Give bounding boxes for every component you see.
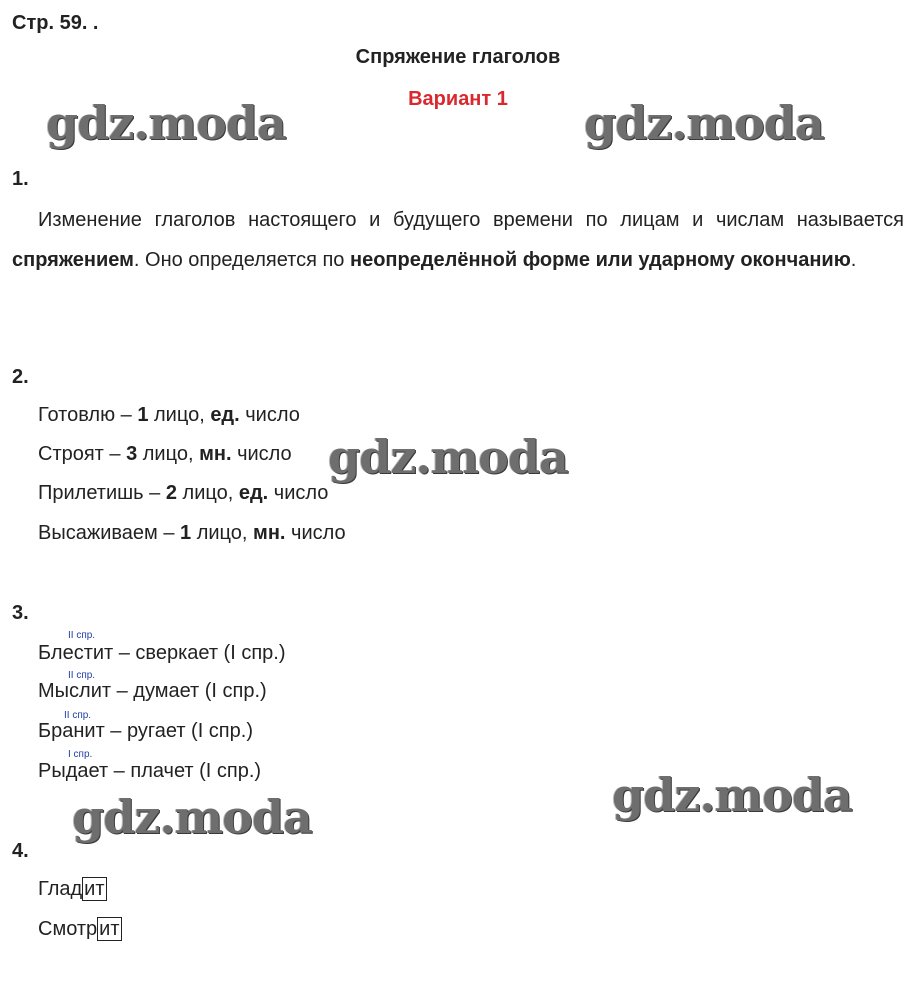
- number-label: число: [285, 522, 346, 544]
- task2-line: [38, 404, 300, 427]
- task2-line: [38, 443, 292, 466]
- person-value: 3: [126, 443, 138, 465]
- task-number: 3.: [12, 602, 29, 624]
- page-title: Спряжение глаголов: [355, 46, 561, 68]
- number-value: мн.: [253, 522, 286, 544]
- task1-paragraph: [12, 200, 904, 280]
- verb: Готовлю –: [38, 404, 138, 426]
- verb: Прилетишь –: [38, 482, 166, 504]
- watermark-logo: gdz.moda: [584, 96, 824, 150]
- task3-line: Рыдает – плачет (I спр.): [38, 760, 262, 782]
- task1-term: спряжением: [12, 249, 134, 271]
- number-value: ед.: [210, 404, 240, 426]
- number-label: число: [239, 404, 300, 426]
- person-label: лицо,: [191, 522, 254, 544]
- watermark-logo: gdz.moda: [46, 96, 286, 150]
- verb: Высаживаем –: [38, 522, 181, 544]
- verb: Строят –: [38, 443, 127, 465]
- task-number: 4.: [12, 840, 29, 862]
- page-number: Стр. 59. .: [12, 12, 99, 34]
- task3-line: Бранит – ругает (I спр.): [38, 720, 253, 742]
- watermark-logo: gdz.moda: [328, 430, 568, 484]
- conjugation-note: II спр.: [68, 630, 96, 641]
- task2-line: [38, 522, 346, 545]
- task2-line: [38, 482, 328, 505]
- conjugation-note: I спр.: [68, 749, 93, 760]
- task4-line: [38, 878, 107, 901]
- number-label: число: [231, 443, 292, 465]
- word-ending: ит: [84, 878, 105, 900]
- variant-label: Вариант 1: [408, 88, 508, 110]
- watermark-logo: gdz.moda: [72, 790, 312, 844]
- task1-text: . Оно определяется по: [133, 249, 350, 271]
- task1-text: .: [850, 249, 857, 271]
- number-value: мн.: [199, 443, 232, 465]
- watermark-logo: gdz.moda: [612, 768, 852, 822]
- task-number: 2.: [12, 366, 29, 388]
- task-number: 1.: [12, 168, 29, 190]
- person-label: лицо,: [137, 443, 200, 465]
- conjugation-note: II спр.: [68, 670, 96, 681]
- number-value: ед.: [238, 482, 269, 504]
- word-stem: Смотр: [38, 918, 98, 940]
- person-value: 1: [180, 522, 192, 544]
- person-label: лицо,: [148, 404, 211, 426]
- word-ending: ит: [99, 918, 120, 940]
- person-value: 1: [137, 404, 149, 426]
- task4-line: [38, 918, 122, 941]
- number-label: число: [268, 482, 329, 504]
- task3-line: Блестит – сверкает (I спр.): [38, 642, 286, 664]
- word-stem: Глад: [38, 878, 83, 900]
- person-label: лицо,: [176, 482, 239, 504]
- person-value: 2: [165, 482, 177, 504]
- task3-line: Мыслит – думает (I спр.): [38, 680, 267, 702]
- task1-text: Изменение глаголов настоящего и будущего времени по лицам и числам называется: [38, 209, 904, 231]
- task1-term: неопределённой форме или ударному окончанию: [349, 249, 851, 271]
- conjugation-note: II спр.: [64, 710, 92, 721]
